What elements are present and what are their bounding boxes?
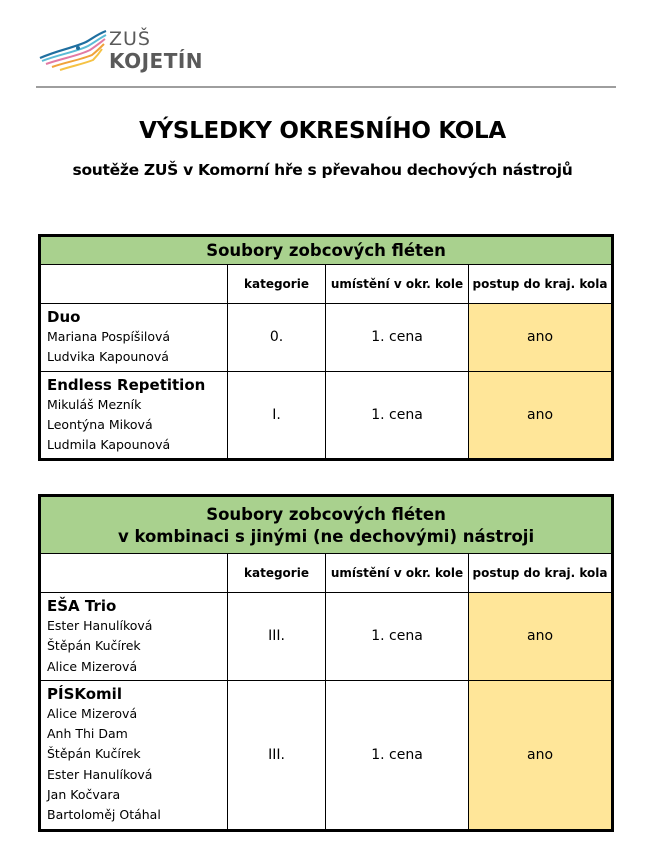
- school-logo: [38, 28, 218, 74]
- column-header-ensemble: [40, 554, 228, 593]
- member-name: Jan Kočvara: [47, 787, 121, 803]
- ensemble-name: PÍSKomil: [47, 684, 122, 703]
- group-title-line: v kombinaci s jinými (ne dechovými) nástroji: [117, 527, 535, 546]
- advance-cell: ano: [469, 680, 613, 830]
- column-header-advance: postup do kraj. kola: [469, 265, 613, 304]
- advance-cell: ano: [469, 304, 613, 372]
- member-name: Leontýna Miková: [47, 416, 153, 432]
- placement-cell: 1. cena: [326, 304, 469, 372]
- column-header-category: kategorie: [228, 554, 326, 593]
- placement-cell: 1. cena: [326, 680, 469, 830]
- placement-cell: 1. cena: [326, 371, 469, 460]
- member-name: Mariana Pospíšilová: [47, 329, 171, 344]
- placement-cell: 1. cena: [326, 593, 469, 681]
- table-row: [40, 593, 613, 681]
- category-cell: 0.: [228, 304, 326, 372]
- group-title-line: Soubory zobcových fléten: [206, 240, 446, 260]
- ensemble-name: Duo: [47, 308, 81, 326]
- page-subtitle: soutěže ZUŠ v Komorní hře s převahou dechových nástrojů: [72, 161, 573, 179]
- results-table-recorder-combined-ensembles: [38, 494, 614, 832]
- ensemble-cell: [40, 680, 228, 830]
- group-title: [40, 236, 613, 265]
- page-title: VÝSLEDKY OKRESNÍHO KOLA: [139, 118, 506, 144]
- column-header-row: [40, 265, 613, 304]
- column-header-placement: umístění v okr. kole: [326, 265, 469, 304]
- header-rule: [36, 86, 616, 88]
- member-name: Alice Mizerová: [47, 705, 138, 721]
- table-row: [40, 680, 613, 830]
- member-name: Štěpán Kučírek: [47, 638, 141, 654]
- table-row: [40, 371, 613, 460]
- member-name: Ludmila Kapounová: [47, 437, 171, 453]
- logo-line-2: KOJETÍN: [109, 49, 204, 73]
- category-cell: III.: [228, 680, 326, 830]
- column-header-placement: umístění v okr. kole: [326, 554, 469, 593]
- member-name: Štěpán Kučírek: [47, 746, 141, 762]
- member-name: Ludvika Kapounová: [47, 349, 169, 365]
- group-title: [40, 496, 613, 554]
- group-title-line: Soubory zobcových fléten: [206, 505, 446, 524]
- group-header-row: [40, 496, 613, 554]
- waves-book-icon: [38, 28, 108, 74]
- category-cell: III.: [228, 593, 326, 681]
- logo-line-1: ZUŠ: [109, 28, 151, 50]
- ensemble-cell: [40, 304, 228, 372]
- advance-cell: ano: [469, 371, 613, 460]
- member-name: Ester Hanulíková: [47, 618, 153, 633]
- column-header-category: kategorie: [228, 265, 326, 304]
- member-name: Anh Thi Dam: [47, 726, 128, 742]
- member-name: Mikuláš Mezník: [47, 396, 142, 412]
- category-cell: I.: [228, 371, 326, 460]
- member-name: Bartoloměj Otáhal: [47, 807, 161, 823]
- ensemble-name: Endless Repetition: [47, 375, 206, 394]
- ensemble-cell: [40, 371, 228, 460]
- table-row: [40, 304, 613, 372]
- column-header-ensemble: [40, 265, 228, 304]
- results-table-recorder-ensembles: [38, 234, 614, 461]
- ensemble-cell: [40, 593, 228, 681]
- column-header-advance: postup do kraj. kola: [469, 554, 613, 593]
- member-name: Ester Hanulíková: [47, 766, 153, 782]
- member-name: Alice Mizerová: [47, 658, 138, 674]
- advance-cell: ano: [469, 593, 613, 681]
- column-header-row: [40, 554, 613, 593]
- ensemble-name: EŠA Trio: [47, 597, 117, 615]
- group-header-row: [40, 236, 613, 265]
